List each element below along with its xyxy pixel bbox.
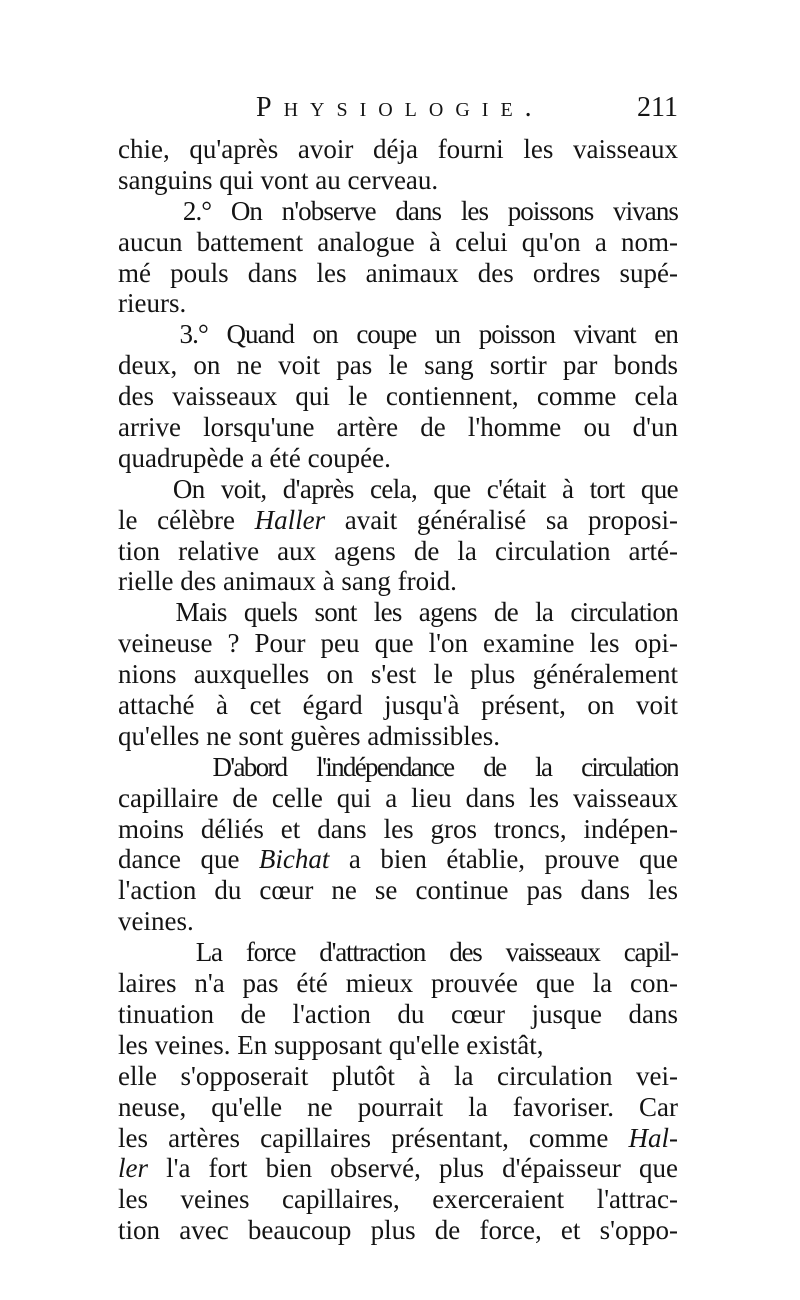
line-text: chie, qu'après avoir déja fourni les vaisseaux — [118, 134, 678, 164]
text-line-content — [118, 288, 186, 318]
line-text: rielle des animaux à sang froid. — [118, 566, 457, 597]
text-line — [118, 350, 678, 381]
line-text: deux, on ne voit pas le sang sortir par bonds — [118, 350, 678, 381]
text-line — [118, 690, 678, 721]
line-text: les veines. En supposant qu'elle existât, — [118, 1029, 544, 1060]
text-line-content — [118, 165, 438, 195]
line-text: arrive lorsqu'une artère de l'homme ou d'un — [118, 412, 678, 443]
text-line — [118, 875, 678, 906]
text-line — [118, 1215, 678, 1246]
line-text: laires n'a pas été mieux prouvée que la con- — [118, 968, 678, 999]
text-line-content — [118, 844, 678, 874]
line-text: avait généralisé sa proposi- — [325, 504, 678, 535]
text-line — [118, 783, 678, 814]
text-line-content — [118, 505, 678, 535]
text-line — [118, 1153, 678, 1184]
text-line-content — [118, 752, 678, 782]
text-line-content — [118, 783, 678, 813]
line-text: moins déliés et dans les gros troncs, indépen- — [118, 813, 678, 844]
line-text: a bien établie, prouve que — [329, 844, 678, 875]
text-line — [118, 1184, 678, 1215]
text-line-content — [118, 319, 678, 349]
text-line — [118, 443, 678, 474]
line-text: 2.° On n'observe dans les poissons vivans — [118, 195, 678, 226]
text-line — [118, 814, 678, 845]
line-text: 3.° Quand on coupe un poisson vivant en — [118, 319, 678, 350]
body-text — [118, 134, 678, 1246]
text-line-content — [118, 227, 678, 257]
line-text: tion avec beaucoup plus de force, et s'oppo- — [118, 1215, 678, 1246]
text-line-content — [118, 134, 678, 164]
text-line — [118, 319, 678, 350]
line-text: nions auxquelles on s'est le plus généralement — [118, 659, 678, 690]
line-text: attaché à cet égard jusqu'à présent, on voit — [118, 690, 678, 721]
text-line-content — [118, 566, 457, 596]
text-line — [118, 659, 678, 690]
line-text: Mais quels sont les agens de la circulation — [118, 597, 678, 628]
italic-name: Hal- — [628, 1122, 678, 1153]
text-line — [118, 258, 678, 289]
text-line — [118, 721, 678, 752]
page-number: 211 — [637, 92, 678, 123]
italic-name: Haller — [254, 504, 326, 535]
text-line — [118, 752, 678, 783]
line-text: dance que — [118, 844, 259, 875]
line-text: capillaire de celle qui a lieu dans les vaisseaux — [118, 782, 678, 813]
text-line-content — [118, 474, 678, 504]
text-line — [118, 1092, 678, 1123]
text-line — [118, 844, 678, 875]
line-text: les veines capillaires, exerceraient l'attrac- — [118, 1184, 678, 1215]
text-line-content — [118, 1061, 678, 1091]
text-line — [118, 1061, 678, 1092]
text-line — [118, 134, 678, 165]
text-line-content — [118, 1123, 678, 1153]
text-line — [118, 381, 678, 412]
text-line-content — [118, 1092, 678, 1122]
line-text: D'abord l'indépendance de la circulation — [118, 751, 678, 782]
line-text: qu'elles ne sont guères admissibles. — [118, 720, 501, 751]
text-line — [118, 937, 678, 968]
line-text: elle s'opposerait plutôt à la circulation vei- — [118, 1060, 678, 1091]
text-line-content — [118, 690, 678, 720]
line-text: veineuse ? Pour peu que l'on examine les opi- — [118, 628, 678, 659]
italic-name: Bichat — [258, 844, 330, 875]
text-line — [118, 628, 678, 659]
text-line — [118, 412, 678, 443]
line-text: l'a fort bien observé, plus d'épaisseur que — [148, 1153, 678, 1184]
text-line-content — [118, 350, 678, 380]
text-line-content — [118, 1030, 544, 1060]
line-text: tion relative aux agens de la circulation arté- — [118, 535, 678, 566]
text-line — [118, 968, 678, 999]
text-line — [118, 597, 678, 628]
text-line-content — [118, 999, 678, 1029]
text-line-content — [118, 906, 194, 936]
text-line — [118, 474, 678, 505]
text-line — [118, 566, 678, 597]
line-text: l'action du cœur ne se continue pas dans les — [118, 875, 678, 906]
text-line-content — [118, 1153, 678, 1183]
line-text: rieurs. — [118, 288, 187, 319]
running-title: Physiologie. — [256, 92, 544, 123]
line-text: sanguins qui vont au cerveau. — [118, 164, 439, 195]
text-line — [118, 288, 678, 319]
text-line — [118, 505, 678, 536]
line-text: On voit, d'après cela, que c'était à tort que — [118, 473, 678, 504]
text-line-content — [118, 381, 678, 411]
line-text: veines. — [118, 906, 194, 937]
line-text: neuse, qu'elle ne pourrait la favoriser. Car — [118, 1091, 678, 1122]
text-line — [118, 536, 678, 567]
italic-name: ler — [118, 1153, 148, 1184]
running-header — [118, 92, 678, 132]
text-line-content — [118, 721, 500, 751]
line-text: mé pouls dans les animaux des ordres supé- — [118, 257, 678, 288]
text-line — [118, 196, 678, 227]
text-line-content — [118, 597, 678, 627]
line-text: des vaisseaux qui le contiennent, comme cela — [118, 381, 678, 412]
text-line-content — [118, 968, 678, 998]
text-line — [118, 227, 678, 258]
line-text: aucun battement analogue à celui qu'on a nom- — [118, 226, 678, 257]
text-line-content — [118, 412, 678, 442]
text-line-content — [118, 628, 678, 658]
text-line-content — [118, 1184, 678, 1214]
text-line — [118, 165, 678, 196]
text-line — [118, 1030, 678, 1061]
line-text: les artères capillaires présentant, comme — [118, 1122, 629, 1153]
text-line-content — [118, 814, 678, 844]
text-line-content — [118, 875, 678, 905]
line-text: le célèbre — [118, 504, 255, 535]
text-line-content — [118, 1215, 678, 1245]
text-line-content — [118, 659, 678, 689]
text-line-content — [118, 937, 678, 967]
line-text: tinuation de l'action du cœur jusque dans — [118, 998, 678, 1029]
text-line-content — [118, 258, 678, 288]
text-line-content — [118, 536, 678, 566]
text-line — [118, 999, 678, 1030]
text-line — [118, 1123, 678, 1154]
text-line — [118, 906, 678, 937]
text-line-content — [118, 443, 391, 473]
line-text: La force d'attraction des vaisseaux capil- — [118, 937, 678, 968]
text-line-content — [118, 196, 678, 226]
line-text: quadrupède a été coupée. — [118, 442, 391, 473]
